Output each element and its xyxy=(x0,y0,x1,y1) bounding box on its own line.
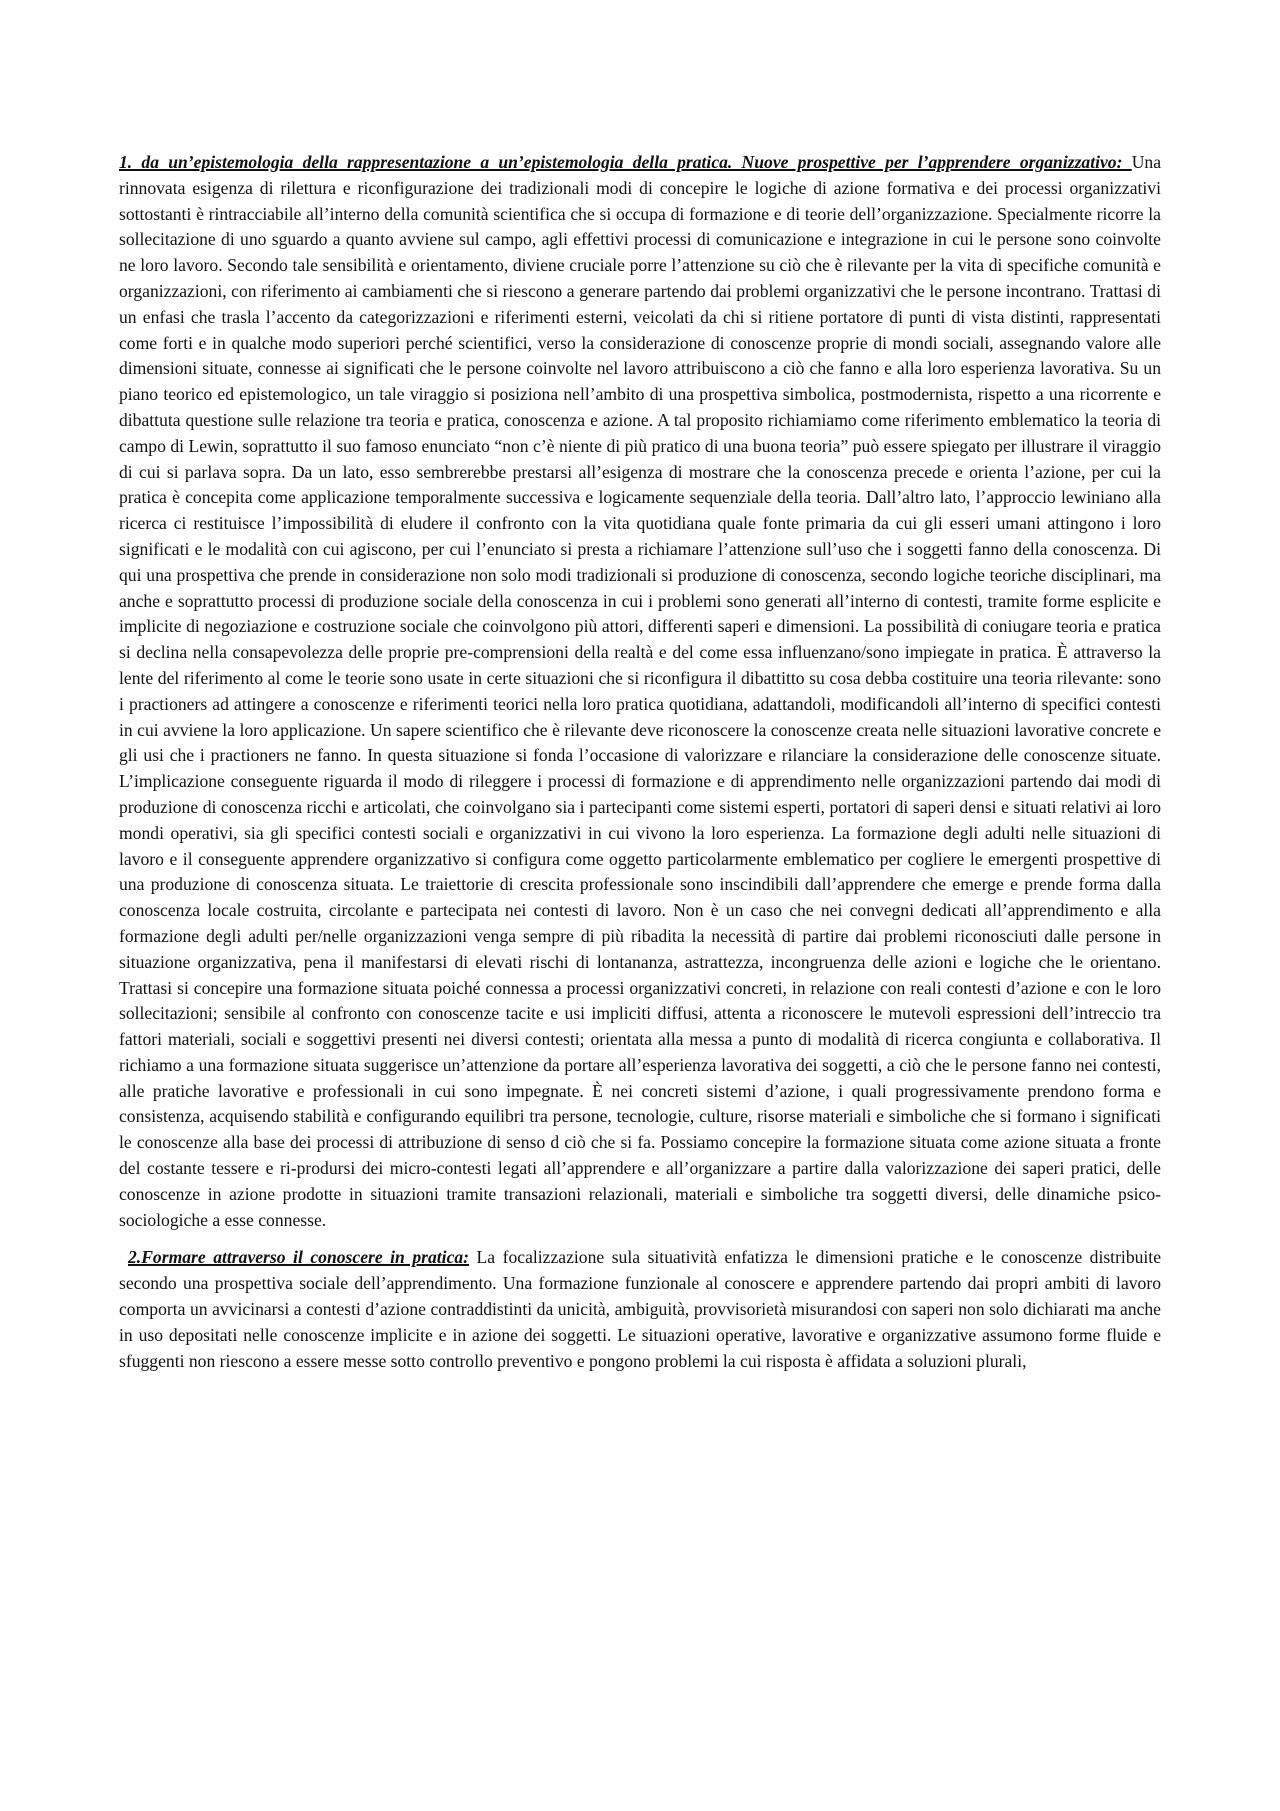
section-1-body: Una rinnovata esigenza di rilettura e riconfigurazione dei tradizionali modi di concepire le logiche di azione formativa e dei processi organizzativi sottostanti è rintracciabile all’interno della comunità scientifica che si occupa di formazione e di teorie dell’organizzazione. Specialmente ricorre la sollecitazione di uno sguardo a quanto avviene sul campo, agli effettivi processi di comunicazione e integrazione in cui le persone sono coinvolte ne loro lavoro. Secondo tale sensibilità e orientamento, diviene cruciale porre l’attenzione su ciò che è rilevante per la vita di specifiche comunità e organizzazioni, con riferimento ai cambiamenti che si riescono a generare partendo dai problemi organizzativi che le persone incontrano. Trattasi di un enfasi che trasla l’accento da categorizzazioni e riferimenti esterni, veicolati da chi si ritiene portatore di punti di vista distinti, rappresentati come forti e in qualche modo superiori perché scientifici, verso la considerazione di conoscenze proprie di mondi sociali, assegnando valore alle dimensioni situate, connesse ai significati che le persone coinvolte nel lavoro attribuiscono a ciò che fanno e alla loro esperienza lavorativa. Su un piano teorico ed epistemologico, un tale viraggio si posiziona nell’ambito di una prospettiva simbolica, postmodernista, rispetto a una ricorrente e dibattuta questione sulle relazione tra teoria e pratica, conoscenza e azione. A tal proposito richiamiamo come riferimento emblematico la teoria di campo di Lewin, soprattutto il suo famoso enunciato “non c’è niente di più pratico di una buona teoria” può essere spiegato per illustrare il viraggio di cui si parlava sopra. Da un lato, esso sembrerebbe prestarsi all’esigenza di mostrare che la conoscenza precede e orienta l’azione, per cui la pratica è concepita come applicazione temporalmente successiva e logicamente sequenziale della teoria. Dall’altro lato, l’approccio lewiniano alla ricerca ci restituisce l’impossibilità di eludere il confronto con la vita quotidiana quale fonte primaria da cui gli esseri umani attingono i loro significati e le modalità con cui agiscono, per cui l’enunciato si presta a richiamare l’attenzione sull’uso che i soggetti fanno della conoscenza. Di qui una prospettiva che prende in considerazione non solo modi tradizionali si produzione di conoscenza, secondo logiche teoriche disciplinari, ma anche e soprattutto processi di produzione sociale della conoscenza in cui i problemi sono generati all’interno di contesti, tramite forme esplicite e implicite di negoziazione e costruzione sociale che coinvolgono più attori, differenti saperi e dimensioni. La possibilità di coniugare teoria e pratica si declina nella consapevolezza delle proprie pre-comprensioni della realtà e del come essa influenzano/sono impiegate in pratica. È attraverso la lente del riferimento al come le teorie sono usate in certe situazioni che si riconfigura il dibattitto su cosa debba costituire una teoria rilevante: sono i practioners ad attingere a conoscenze e riferimenti teorici nella loro pratica quotidiana, adattandoli, modificandoli all’interno di specifici contesti in cui avviene la loro applicazione. Un sapere scientifico che è rilevante deve riconoscere la conoscenze creata nelle situazioni lavorative concrete e gli usi che i practioners ne fanno. In questa situazione si fonda l’occasione di valorizzare e rilanciare la considerazione delle conoscenze situate. L’implicazione conseguente riguarda il modo di rileggere i processi di formazione e di apprendimento nelle organizzazioni partendo dai modi di produzione di conoscenza ricchi e articolati, che coinvolgano sia i partecipanti come sistemi esperti, portatori di saperi densi e situati relativi ai loro mondi operativi, sia gli specifici contesti sociali e organizzativi in cui vivono la loro esperienza. La formazione degli adulti nelle situazioni di lavoro e il conseguente apprendere organizzativo si configura come oggetto particolarmente emblematico per cogliere le emergenti prospettive di una produzione di conoscenza situata. Le traiettorie di crescita professionale sono inscindibili dall’apprendere che emerge e prende forma dalla conoscenza locale costruita, circolante e partecipata nei contesti di lavoro. Non è un caso che nei convegni dedicati all’apprendimento e alla formazione degli adulti per/nelle organizzazioni venga sempre di più ribadita la necessità di partire dai problemi riconosciuti dalle persone in situazione organizzativa, pena il manifestarsi di elevati rischi di lontananza, astrattezza, incongruenza delle azioni e logiche che le orientano. Trattasi si concepire una formazione situata poiché connessa a processi organizzativi concreti, in relazione con reali contesti d’azione e con le loro sollecitazioni; sensibile al confronto con conoscenze tacite e usi impliciti diffusi, attenta a riconoscere le mutevoli espressioni dell’intreccio tra fattori materiali, sociali e soggettivi presenti nei diversi contesti; orientata alla messa a punto di modalità di ricerca congiunta e collaborativa. Il richiamo a una formazione situata suggerisce un’attenzione da portare all’esperienza lavorativa dei soggetti, a ciò che le persone fanno nei contesti, alle pratiche lavorative e professionali in cui sono impegnate. È nei concreti sistemi d’azione, i quali progressivamente prendono forma e consistenza, acquisendo stabilità e configurando equilibri tra persone, tecnologie, culture, risorse materiali e simboliche che si formano i significati le conoscenze alla base dei processi di attribuzione di senso d ciò che si fa. Possiamo concepire la formazione situata come azione situata a fronte del costante tessere e ri-prodursi dei micro-contesti legati all’apprendere e all’organizzare a partire dalla valorizzazione dei saperi pratici, delle conoscenze in azione prodotte in situazioni tramite transazioni relazionali, materiali e simboliche tra soggetti diversi, delle dinamiche psico-sociologiche a esse connesse. xyxy=(119,152,1161,1230)
section-2-heading: 2.Formare attraverso il conoscere in pratica: xyxy=(128,1247,470,1268)
section-2-paragraph xyxy=(119,1245,1161,1374)
section-1-paragraph xyxy=(119,150,1161,1233)
section-1-heading: 1. da un’epistemologia della rappresentazione a un’epistemologia della pratica. Nuove prospettive per l’apprendere organizzativo: xyxy=(119,152,1132,172)
section-2-body: La focalizzazione sula situatività enfatizza le dimensioni pratiche e le conoscenze distribuite secondo una prospettiva sociale dell’apprendimento. Una formazione funzionale al conoscere e apprendere partendo dai propri ambiti di lavoro comporta un avvicinarsi a contesti d’azione contraddistinti da unicità, ambiguità, provvisorietà misurandosi con saperi non solo dichiarati ma anche in uso depositati nelle conoscenze implicite e in azione dei soggetti. Le situazioni operative, lavorative e organizzative assumono forme fluide e sfuggenti non riescono a essere messe sotto controllo preventivo e pongono problemi la cui risposta è affidata a soluzioni plurali, xyxy=(119,1247,1161,1371)
document-page xyxy=(119,150,1161,1374)
